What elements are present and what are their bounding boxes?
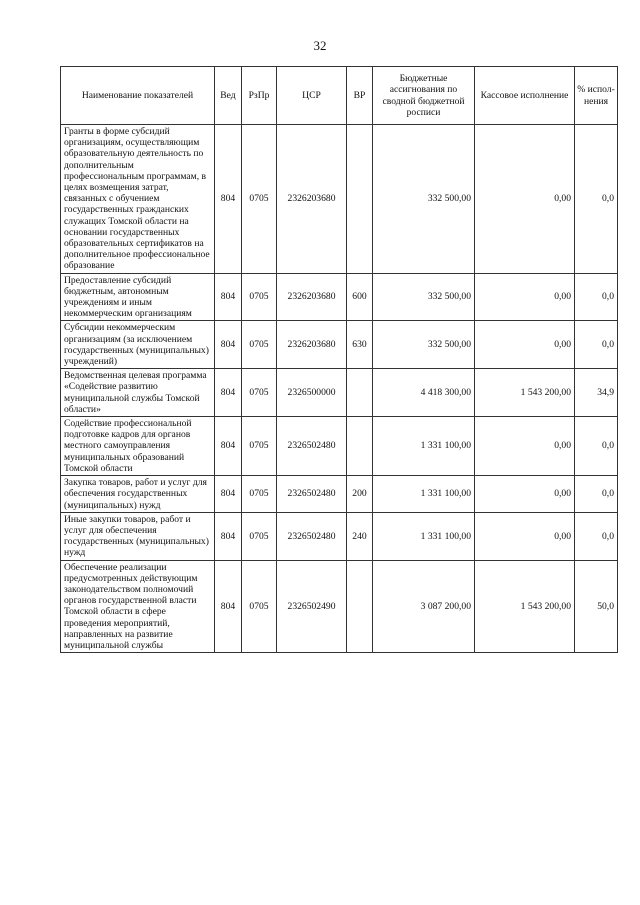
cell-cash: 0,00 [475,273,575,321]
cell-assign: 332 500,00 [373,321,475,369]
cell-pct: 0,0 [575,476,618,513]
header-rzpr: РзПр [242,67,277,125]
header-cash-execution: Кассовое исполнение [475,67,575,125]
header-row [61,67,618,125]
header-assignments: Бюджетные ассигнования по сводной бюджетной росписи [373,67,475,125]
table-row [61,273,618,321]
cell-assign: 332 500,00 [373,125,475,274]
cell-vr [347,369,373,417]
page-number: 32 [313,38,327,53]
cell-cash: 0,00 [475,417,575,476]
cell-vr [347,125,373,274]
header-percent: % испол-нения [575,67,618,125]
budget-table [60,66,618,653]
cell-pct: 0,0 [575,321,618,369]
cell-rzpr: 0705 [242,417,277,476]
cell-rzpr: 0705 [242,369,277,417]
cell-rzpr: 0705 [242,560,277,653]
table-row [61,369,618,417]
cell-assign: 1 331 100,00 [373,417,475,476]
table-row [61,560,618,653]
cell-cash: 0,00 [475,476,575,513]
cell-csr: 2326502480 [277,512,347,560]
cell-cash: 0,00 [475,512,575,560]
cell-cash: 0,00 [475,125,575,274]
cell-name: Гранты в форме субсидий организациям, осуществляющим образовательную деятельность по дополнительным профессиональным программам, в целях возмещения затрат, связанных с обучением государственных гражданских служащих Томской области на основании государственных образовательных сертификатов на дополнительное профессиональное образование [61,125,215,274]
cell-name: Закупка товаров, работ и услуг для обеспечения государственных (муниципальных) нужд [61,476,215,513]
table-row [61,125,618,274]
cell-pct: 0,0 [575,273,618,321]
cell-csr: 2326500000 [277,369,347,417]
cell-pct: 50,0 [575,560,618,653]
header-vr: ВР [347,67,373,125]
cell-csr: 2326502490 [277,560,347,653]
cell-ved: 804 [215,125,242,274]
cell-vr [347,560,373,653]
cell-vr: 200 [347,476,373,513]
cell-pct: 0,0 [575,417,618,476]
cell-rzpr: 0705 [242,476,277,513]
header-csr: ЦСР [277,67,347,125]
table-row [61,321,618,369]
cell-csr: 2326203680 [277,321,347,369]
cell-ved: 804 [215,476,242,513]
cell-rzpr: 0705 [242,512,277,560]
header-name: Наименование показателей [61,67,215,125]
cell-pct: 0,0 [575,125,618,274]
cell-ved: 804 [215,512,242,560]
cell-pct: 34,9 [575,369,618,417]
cell-ved: 804 [215,417,242,476]
cell-csr: 2326502480 [277,476,347,513]
cell-cash: 1 543 200,00 [475,560,575,653]
cell-vr [347,417,373,476]
cell-assign: 4 418 300,00 [373,369,475,417]
cell-csr: 2326203680 [277,125,347,274]
cell-assign: 332 500,00 [373,273,475,321]
cell-ved: 804 [215,369,242,417]
cell-assign: 1 331 100,00 [373,512,475,560]
header-ved: Вед [215,67,242,125]
cell-name: Обеспечение реализации предусмотренных действующим законодательством полномочий органов государственной власти Томской области в сфере проведения мероприятий, направленных на развитие муниципальной службы [61,560,215,653]
cell-name: Предоставление субсидий бюджетным, автономным учреждениям и иным некоммерческим организациям [61,273,215,321]
cell-assign: 1 331 100,00 [373,476,475,513]
cell-rzpr: 0705 [242,125,277,274]
cell-name: Содействие профессиональной подготовке кадров для органов местного самоуправления муниципальных образований Томской области [61,417,215,476]
cell-csr: 2326203680 [277,273,347,321]
cell-name: Ведомственная целевая программа «Содействие развитию муниципальной службы Томской области» [61,369,215,417]
table-row [61,417,618,476]
cell-pct: 0,0 [575,512,618,560]
cell-cash: 0,00 [475,321,575,369]
cell-csr: 2326502480 [277,417,347,476]
table-row [61,476,618,513]
cell-vr: 630 [347,321,373,369]
cell-rzpr: 0705 [242,321,277,369]
table-row [61,512,618,560]
cell-vr: 240 [347,512,373,560]
cell-name: Субсидии некоммерческим организациям (за исключением государственных (муниципальных) учреждений) [61,321,215,369]
cell-ved: 804 [215,321,242,369]
cell-rzpr: 0705 [242,273,277,321]
cell-name: Иные закупки товаров, работ и услуг для обеспечения государственных (муниципальных) нужд [61,512,215,560]
cell-assign: 3 087 200,00 [373,560,475,653]
cell-cash: 1 543 200,00 [475,369,575,417]
cell-ved: 804 [215,273,242,321]
cell-ved: 804 [215,560,242,653]
cell-vr: 600 [347,273,373,321]
